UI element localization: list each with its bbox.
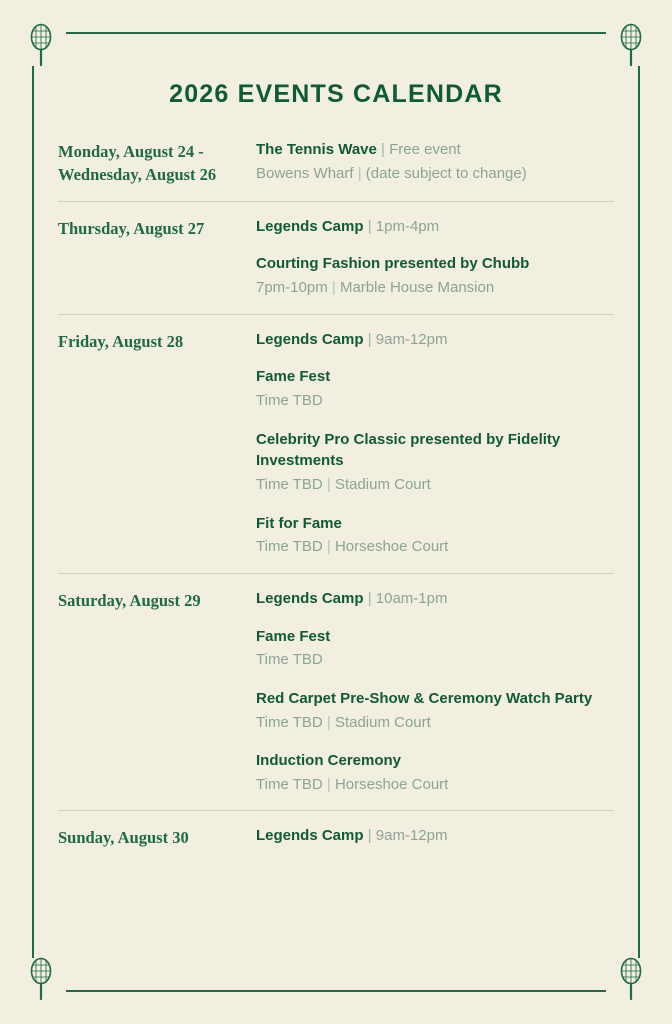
event-item — [256, 626, 614, 672]
event-inline-detail: 10am-1pm — [375, 589, 448, 607]
event-name — [256, 825, 614, 847]
event-item — [256, 139, 614, 185]
event-item — [256, 750, 614, 796]
event-item — [256, 329, 614, 351]
event-inline-detail: 9am-12pm — [375, 330, 448, 348]
event-detail-text: Stadium Court — [334, 713, 431, 731]
day-events — [256, 329, 614, 559]
event-title-text: Fit for Fame — [256, 514, 342, 532]
day-label: Sunday, August 30 — [58, 828, 189, 848]
day-block — [58, 135, 614, 201]
event-name — [256, 750, 614, 772]
event-details — [256, 163, 614, 186]
day-events — [256, 588, 614, 797]
event-title-text: Induction Ceremony — [256, 752, 402, 770]
event-item — [256, 429, 614, 497]
schedule-list — [58, 135, 614, 864]
day-events — [256, 825, 614, 847]
event-title-text: Celebrity Pro Classic presented by Fidelity Investments — [256, 430, 561, 470]
event-title-text: Legends Camp — [256, 827, 364, 845]
day-label: Thursday, August 27 — [58, 218, 205, 238]
event-details — [256, 712, 614, 735]
event-separator: | — [331, 279, 336, 297]
event-inline-detail: 1pm-4pm — [375, 217, 440, 235]
day-label: Monday, August 24 - Wednesday, August 26 — [58, 142, 217, 184]
event-name — [256, 329, 614, 351]
event-separator: | — [367, 330, 372, 348]
tennis-racket-icon — [24, 956, 58, 1002]
event-detail-text: Stadium Court — [334, 476, 431, 494]
event-detail-text: Time TBD — [256, 538, 323, 556]
event-separator: | — [381, 141, 385, 158]
event-separator: | — [326, 538, 331, 556]
event-detail-text: (date subject to change) — [365, 164, 527, 182]
tennis-racket-icon — [614, 956, 648, 1002]
event-detail-text: Time TBD — [256, 651, 323, 669]
event-title-text: Red Carpet Pre-Show & Ceremony Watch Party — [256, 689, 593, 707]
day-label: Friday, August 28 — [58, 331, 184, 351]
page-title: 2026 EVENTS CALENDAR — [169, 80, 503, 108]
event-item — [256, 253, 614, 299]
event-separator: | — [357, 164, 362, 182]
event-separator: | — [367, 827, 372, 845]
event-item — [256, 366, 614, 412]
event-title-text: Legends Camp — [256, 589, 364, 607]
event-separator: | — [367, 217, 372, 235]
event-name — [256, 429, 614, 473]
event-separator: | — [326, 476, 331, 494]
day-block — [58, 573, 614, 811]
event-name — [256, 688, 614, 710]
event-title-text: Legends Camp — [256, 330, 364, 348]
event-separator: | — [326, 775, 331, 793]
poster-content — [58, 58, 614, 966]
event-name — [256, 626, 614, 648]
day-block — [58, 810, 614, 864]
day-label: Saturday, August 29 — [58, 590, 201, 610]
event-title-text: The Tennis Wave — [256, 141, 377, 158]
tennis-racket-icon — [614, 22, 648, 68]
day-block — [58, 314, 614, 573]
event-detail-text: Marble House Mansion — [339, 279, 495, 297]
event-item — [256, 825, 614, 847]
event-details — [256, 774, 614, 797]
event-item — [256, 216, 614, 238]
event-details — [256, 536, 614, 559]
event-name — [256, 216, 614, 238]
event-separator: | — [326, 713, 331, 731]
event-detail-text: Time TBD — [256, 392, 323, 410]
event-name — [256, 513, 614, 535]
event-inline-detail: 9am-12pm — [375, 827, 448, 845]
event-detail-text: Time TBD — [256, 713, 323, 731]
event-detail-text: Bowens Wharf — [256, 164, 354, 182]
event-title-text: Legends Camp — [256, 217, 364, 235]
event-details — [256, 474, 614, 497]
event-title-text: Fame Fest — [256, 368, 331, 386]
day-events — [256, 216, 614, 300]
event-item — [256, 588, 614, 610]
tennis-racket-icon — [24, 22, 58, 68]
event-details — [256, 390, 614, 413]
event-detail-text: Horseshoe Court — [334, 538, 449, 556]
event-name — [256, 366, 614, 388]
event-item — [256, 688, 614, 734]
event-title-text: Fame Fest — [256, 627, 331, 645]
event-title-text: Courting Fashion presented by Chubb — [256, 255, 530, 273]
event-detail-text: Time TBD — [256, 476, 323, 494]
event-detail-text: Time TBD — [256, 775, 323, 793]
event-item — [256, 513, 614, 559]
event-details — [256, 277, 614, 300]
day-block — [58, 201, 614, 314]
event-detail-text: 7pm-10pm — [256, 279, 328, 297]
event-details — [256, 649, 614, 672]
event-name — [256, 139, 614, 161]
event-name — [256, 253, 614, 275]
day-events — [256, 139, 614, 185]
event-separator: | — [367, 589, 372, 607]
event-name — [256, 588, 614, 610]
event-inline-detail: Free event — [389, 141, 461, 158]
event-detail-text: Horseshoe Court — [334, 775, 449, 793]
